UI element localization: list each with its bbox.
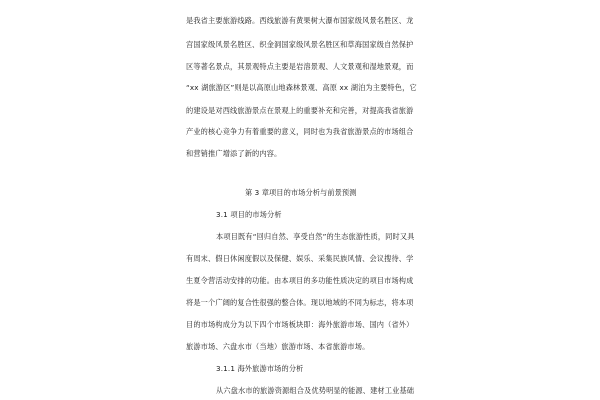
section-3-1-1-line-1: 从六盘水市的旅游资源组合及优势明显的能源、建材工业基础	[216, 386, 415, 395]
section-3-1-line-4: 将是一个广阔的复合性很强的整合体。现以地域的不同为标志，将本项	[186, 298, 414, 307]
intro-line-2: 宫国家级风景名胜区、织金洞国家级风景名胜区和草海国家级自然保护	[186, 40, 414, 49]
section-3-1-title: 3.1 项目的市场分析	[216, 210, 282, 219]
intro-line-7: 和营销推广增添了新的内容。	[186, 149, 282, 158]
intro-line-3: 区等著名景点，其景观特点主要是岩溶景观、人文景观和湿地景观，而	[186, 62, 414, 71]
intro-line-1: 是我省主要旅游线路。西线旅游有黄果树大瀑布国家级风景名胜区、龙	[186, 16, 414, 25]
section-3-1-line-3: 生夏令营活动安排的功能。由本项目的多功能性质决定的项目市场构成	[186, 276, 414, 285]
section-3-1-1-title: 3.1.1 海外旅游市场的分析	[216, 364, 304, 373]
intro-line-4: “xx 湖旅游区”则是以高原山地森林景观、高原 xx 湖泊为主要特色，它	[186, 83, 417, 92]
intro-line-5: 的建设是对西线旅游景点在景观上的重要补充和完善，对提高我省旅游	[186, 106, 414, 115]
section-3-1-line-5: 目的市场构成分为以下四个市场板块即：海外旅游市场、国内（省外）	[186, 320, 414, 329]
section-3-1-line-1: 本项目既有“回归自然、享受自然”的生态旅游性质，同时又具	[216, 232, 415, 241]
intro-line-6: 产业的核心竞争力有着重要的意义，同时也为我省旅游景点的市场组合	[186, 127, 414, 136]
chapter-title: 第 3 章项目的市场分析与前景预测	[245, 188, 357, 197]
section-3-1-line-2: 有周末、假日休闲度假以及保健、娱乐、采集民族风情、会议搜待、学	[186, 254, 414, 263]
section-3-1-line-6: 旅游市场、六盘水市（当地）旅游市场、本省旅游市场。	[186, 342, 370, 351]
